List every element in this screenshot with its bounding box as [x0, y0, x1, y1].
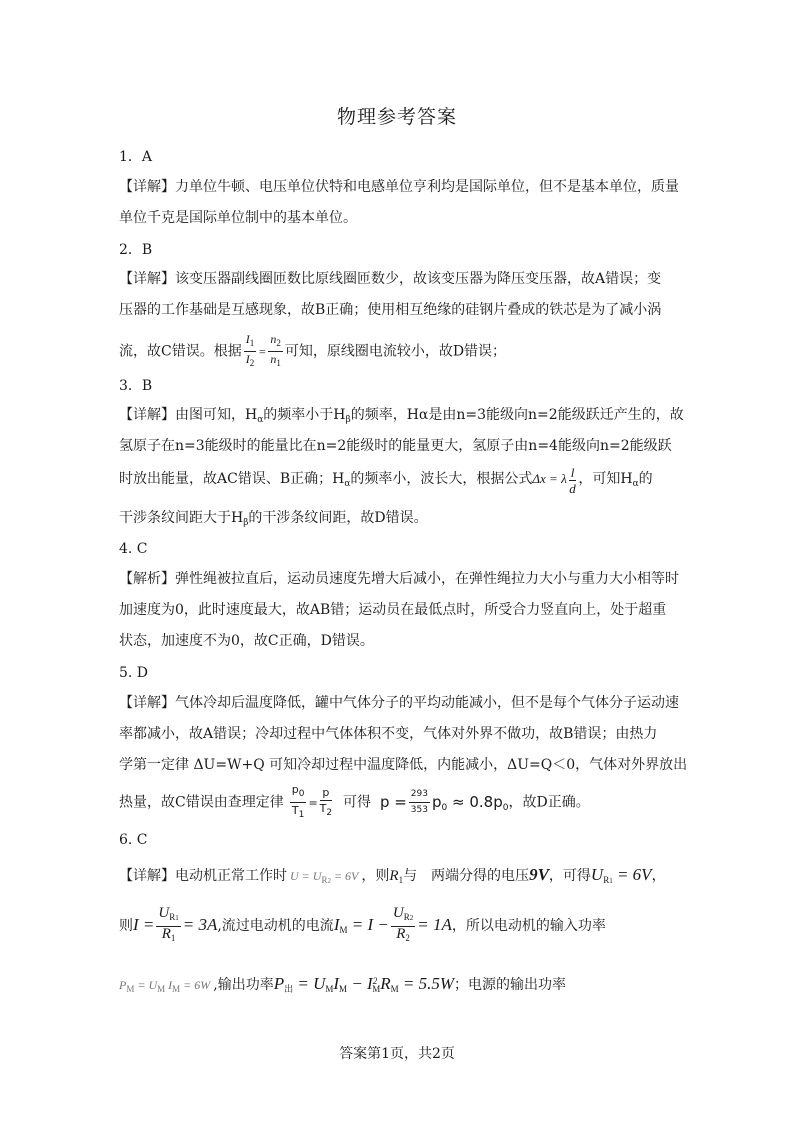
input-power-formula: $P_M = U_M$ $I_M = 6W$	[119, 978, 214, 994]
q4-answer: 4. C	[119, 541, 148, 557]
current-ratio-formula: $\frac{I_1}{I_2}$	[245, 332, 255, 368]
q2-text1: 该变压器副线圈匝数比原线圈匝数少，故该变压器为降压变压器，故A错误；变	[175, 271, 662, 287]
q5-text4a: 热量，故C错误由查理定律	[119, 794, 284, 811]
q1-explanation-line1	[119, 177, 679, 197]
q2-text3b: 可知，原线圈电流较小，故D错误；	[284, 343, 507, 360]
q6-answer: 6. C	[119, 832, 148, 848]
motor-current-formula: $I_M = I$ − $\frac{U_{R2}}{R_2}$ = 1A	[333, 905, 452, 944]
q6-text3a: ,输出功率	[213, 977, 274, 993]
q3-text1c: 的频率，Hα是由n=3能级向n=2能级跃迁产生的，故	[350, 407, 684, 423]
q6-text1d: ，可得	[548, 868, 591, 884]
output-power-formula: $P_出 = U_MI_M - I^2_MR_M = 5.5W$	[273, 974, 455, 994]
q4-explanation-line3: 状态，加速度不为0，故C正确，D错误。	[119, 633, 374, 649]
q6-text2a: 则	[119, 918, 133, 934]
q5-text1: 气体冷却后温度降低，罐中气体分子的平均动能减小，但不是每个气体分子运动速	[175, 695, 679, 711]
q1-answer: 1．A	[119, 149, 153, 165]
fringe-spacing-formula: Δx = λ $\frac{l}{d}$	[532, 464, 576, 496]
q5-answer: 5. D	[119, 665, 149, 681]
pressure-result-formula: p = $\frac{293}{353}$ $p_0 \approx 0.8p_0$	[379, 788, 509, 815]
r1-symbol: $R_1$	[389, 868, 404, 885]
q6-explanation-line2	[119, 902, 606, 953]
q1-explanation-line2: 单位千克是国际单位制中的基本单位。	[119, 210, 357, 226]
q6-text2b: ,流过电动机的电流	[217, 918, 334, 934]
q3-explanation-line2: 氢原子在n=3能级时的能量比在n=2能级时的能量更大，氢原子由n=4能级向n=2能级跃	[119, 438, 672, 454]
q5-text4b: 可得	[343, 794, 372, 811]
ur1-formula: $U_{R1} = 6V$	[590, 865, 652, 885]
q6-text1e: ，	[651, 868, 666, 884]
q5-explanation-line3: 学第一定律 ΔU=W+Q 可知冷却过程中温度降低，内能减小，ΔU=Q＜0，气体对外界放出	[119, 757, 688, 773]
q5-explanation-line2: 率都减小，故A错误；冷却过程中气体体积不变，气体对外界不做功，故B错误；由热力	[119, 726, 658, 742]
q3-explanation-line1: 【详解】由图可知，$H_\alpha$的频率小于$H_\beta$的频率，Hα是由n=3能级向n=2能级跃迁产生的，故	[119, 407, 684, 425]
q4-text1: 弹性绳被拉直后，运动员速度先增大后减小，在弹性绳拉力大小与重力大小相等时	[175, 571, 679, 587]
q6-text3b: ；电源的输出功率	[454, 977, 567, 993]
q5-tag: 【详解】	[119, 695, 175, 711]
q5-explanation-line1	[119, 693, 679, 713]
q2-explanation-line1	[119, 269, 661, 289]
charles-law-rhs: $\frac{p}{T_2}$	[319, 785, 333, 818]
current-i-formula: I = $\frac{U_{R1}}{R_1}$ = 3A	[133, 905, 218, 944]
q4-tag: 【解析】	[119, 571, 175, 587]
q3-text3c: ，可知H	[578, 471, 633, 487]
q6-text1a: 电动机正常工作时	[175, 868, 287, 884]
q5-explanation-line4: 热量，故C错误由查理定律 $\frac{p_0}{T_1}$ = $\frac{p}{T_2}$ 可得 p = $\frac{293}{353}$ $p_0 \approx 0.8p_0$，故D正确。	[119, 782, 590, 825]
q2-explanation-line3: 流，故C错误。根据 $\frac{I_1}{I_2}$ = $\frac{n_2}{n_1}$ 可知，原线圈电流较小，故D错误；	[119, 332, 506, 371]
q3-text1b: 的频率小于H	[263, 407, 346, 423]
q6-explanation-line3	[119, 968, 566, 1002]
q6-text2c: ，所以电动机的输入功率	[451, 918, 606, 934]
q3-text1a: 由图可知，H	[175, 407, 258, 423]
q3-explanation-line3: 时放出能量，故AC错误、B正确；$H_\alpha$的频率小，波长大，根据公式Δx = λ $\frac{l}{d}$ ，可知$H_\alpha$的	[119, 464, 653, 496]
q3-explanation-line4: 干涉条纹间距大于$H_\beta$的干涉条纹间距，故D错误。	[119, 510, 428, 528]
q6-text1b: ，则	[361, 868, 390, 884]
q3-text3a: 时放出能量，故AC错误、B正确；H	[119, 471, 345, 487]
voltage-9v: 9V	[529, 865, 549, 884]
q3-text3d: 的	[638, 471, 653, 487]
turns-ratio-formula: $\frac{n_2}{n_1}$	[270, 332, 281, 368]
q2-answer: 2．B	[119, 242, 153, 258]
charles-law-formula: $\frac{p_0}{T_1}$	[291, 783, 305, 820]
page-title: 物理参考答案	[336, 106, 457, 128]
q3-text4a: 干涉条纹间距大于H	[119, 510, 244, 526]
q3-text3b: 的频率小，波长大，根据公式	[350, 471, 533, 487]
q4-explanation-line2: 加速度为0，此时速度最大，故AB错；运动员在最低点时，所受合力竖直向上，处于超重	[119, 602, 667, 618]
q1-tag: 【详解】	[119, 179, 175, 195]
q2-text3a: 流，故C错误。根据	[119, 343, 242, 360]
motor-voltage-formula: $U = U_{R2} = 6V$	[287, 869, 362, 885]
q5-text4c: ，故D正确。	[508, 794, 590, 811]
page-footer: 答案第1页，共2页	[339, 1046, 455, 1062]
q1-text1: 力单位牛顿、电压单位伏特和电感单位亨利均是国际单位，但不是基本单位，质量	[175, 179, 679, 195]
q3-text4b: 的干涉条纹间距，故D错误。	[248, 510, 428, 526]
q3-answer: 3．B	[119, 378, 153, 394]
q2-explanation-line2: 压器的工作基础是互感现象，故B正确；使用相互绝缘的硅钢片叠成的铁芯是为了减小涡	[119, 302, 662, 318]
q3-tag: 【详解】	[119, 407, 175, 423]
q6-text1c: 与 两端分得的电压	[403, 868, 530, 884]
q4-explanation-line1	[119, 569, 679, 589]
q6-tag: 【详解】	[119, 868, 175, 884]
q2-tag: 【详解】	[119, 271, 175, 287]
q6-explanation-line1	[119, 862, 666, 894]
